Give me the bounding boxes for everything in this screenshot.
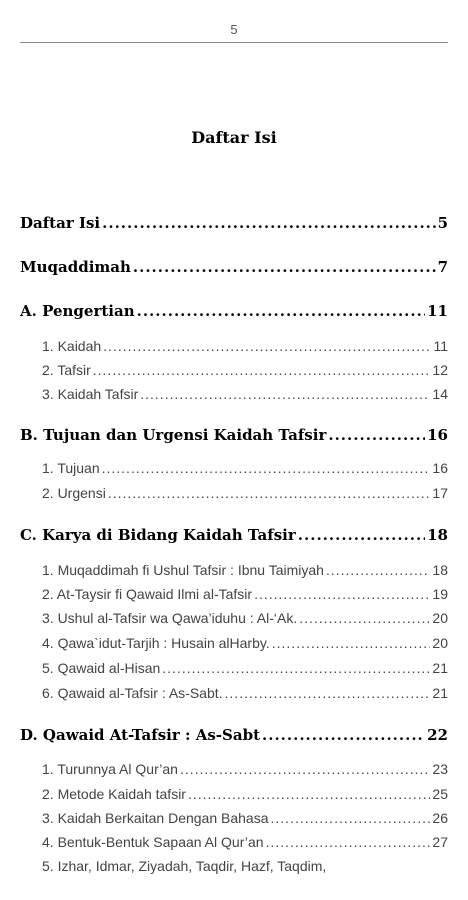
- toc-page-number: 19: [432, 586, 448, 602]
- toc-subentry[interactable]: [42, 786, 448, 802]
- toc-label: 5. Qawaid al-Hisan: [42, 660, 161, 676]
- toc-page-number: 17: [432, 485, 448, 501]
- page-number: 5: [230, 22, 238, 37]
- toc-label: 2. Metode Kaidah tafsir: [42, 786, 186, 802]
- toc-page-number: 5: [437, 214, 448, 232]
- toc-label: Daftar Isi: [20, 214, 101, 232]
- toc-subentry[interactable]: [42, 386, 448, 402]
- toc-leader-dots: [225, 685, 431, 701]
- toc-page-number: 21: [432, 685, 448, 701]
- toc-label: Muqaddimah: [20, 258, 131, 276]
- toc-subentry[interactable]: [42, 635, 448, 651]
- toc-label: 6. Qawaid al-Tafsir : As-Sabt.: [42, 685, 223, 701]
- toc-leader-dots: [133, 258, 436, 276]
- toc-leader-dots: [272, 635, 431, 651]
- toc-subentry[interactable]: [42, 685, 448, 701]
- toc-leader-dots: [162, 660, 430, 676]
- toc-page-number: 11: [427, 302, 448, 320]
- toc-entry-tujuan-urgensi[interactable]: [20, 426, 448, 444]
- toc-page-number: 21: [432, 660, 448, 676]
- toc-leader-dots: [328, 426, 425, 444]
- toc-label: 5. Izhar, Idmar, Ziyadah, Taqdir, Hazf, Taqdim,: [42, 858, 327, 874]
- toc-leader-dots: [108, 485, 431, 501]
- toc-entry-muqaddimah[interactable]: [20, 258, 448, 276]
- toc-entry-daftar-isi[interactable]: [20, 214, 448, 232]
- toc-subentry[interactable]: [42, 460, 448, 476]
- toc-page-number: 16: [427, 426, 448, 444]
- toc-page-number: 22: [427, 726, 448, 744]
- toc-leader-dots: [103, 338, 431, 354]
- toc-label: 3. Ushul al-Tafsir wa Qawa’iduhu : Al-‘Ak.: [42, 610, 298, 626]
- toc-leader-dots: [298, 526, 425, 544]
- toc-entry-qawaid-at-tafsir[interactable]: [20, 726, 448, 744]
- toc-leader-dots: [299, 610, 430, 626]
- toc-subentry[interactable]: [42, 610, 448, 626]
- toc-subentry[interactable]: [42, 362, 448, 378]
- toc-label: 2. Tafsir: [42, 362, 91, 378]
- toc-page-number: 18: [427, 526, 448, 544]
- toc-page-number: 14: [432, 386, 448, 402]
- toc-page-number: 11: [433, 338, 448, 354]
- toc-subentry[interactable]: [42, 338, 448, 354]
- toc-label: 2. Urgensi: [42, 485, 106, 501]
- toc-leader-dots: [271, 810, 431, 826]
- toc-subentry[interactable]: [42, 834, 448, 850]
- toc-label: C. Karya di Bidang Kaidah Tafsir: [20, 526, 296, 544]
- toc-page-number: 25: [432, 786, 448, 802]
- toc-leader-dots: [102, 460, 431, 476]
- toc-page-number: 18: [432, 562, 448, 578]
- toc-leader-dots: [254, 586, 430, 602]
- toc-subentry[interactable]: [42, 660, 448, 676]
- toc-leader-dots: [102, 214, 435, 232]
- toc-leader-dots: [180, 761, 430, 777]
- toc-label: B. Tujuan dan Urgensi Kaidah Tafsir: [20, 426, 327, 444]
- toc-page-number: 27: [432, 834, 448, 850]
- page-title: Daftar Isi: [191, 128, 277, 147]
- toc-page-number: 26: [432, 810, 448, 826]
- toc-label: 4. Qawa`idut-Tarjih : Husain alHarby.: [42, 635, 270, 651]
- toc-leader-dots: [188, 786, 430, 802]
- toc-label: 1. Tujuan: [42, 460, 100, 476]
- toc-entry-karya[interactable]: [20, 526, 448, 544]
- toc-page-number: 7: [437, 258, 448, 276]
- toc-label: 1. Kaidah: [42, 338, 102, 354]
- toc-leader-dots: [326, 562, 430, 578]
- toc-label: 1. Turunnya Al Qur’an: [42, 761, 178, 777]
- toc-entry-pengertian[interactable]: [20, 302, 448, 320]
- toc-page-number: 23: [432, 761, 448, 777]
- toc-page-number: 20: [432, 635, 448, 651]
- toc-label: 4. Bentuk-Bentuk Sapaan Al Qur’an: [42, 834, 264, 850]
- toc-label: D. Qawaid At-Tafsir : As-Sabt: [20, 726, 260, 744]
- toc-subentry[interactable]: [42, 562, 448, 578]
- toc-page-number: 16: [432, 460, 448, 476]
- toc-label: 3. Kaidah Tafsir: [42, 386, 139, 402]
- toc-label: 2. At-Taysir fi Qawaid Ilmi al-Tafsir: [42, 586, 253, 602]
- toc-subentry[interactable]: [42, 810, 448, 826]
- toc-leader-dots: [140, 386, 430, 402]
- toc-leader-dots: [262, 726, 425, 744]
- toc-subentry[interactable]: [42, 761, 448, 777]
- toc-label: A. Pengertian: [20, 302, 135, 320]
- header-rule: [20, 42, 448, 43]
- toc-page-number: 12: [432, 362, 448, 378]
- toc-subentry[interactable]: [42, 858, 448, 874]
- toc-subentry[interactable]: [42, 485, 448, 501]
- toc-label: 1. Muqaddimah fi Ushul Tafsir : Ibnu Taimiyah: [42, 562, 324, 578]
- toc-leader-dots: [93, 362, 431, 378]
- toc-page-number: 20: [432, 610, 448, 626]
- toc-subentry[interactable]: [42, 586, 448, 602]
- toc-leader-dots: [137, 302, 426, 320]
- toc-label: 3. Kaidah Berkaitan Dengan Bahasa: [42, 810, 269, 826]
- toc-leader-dots: [266, 834, 431, 850]
